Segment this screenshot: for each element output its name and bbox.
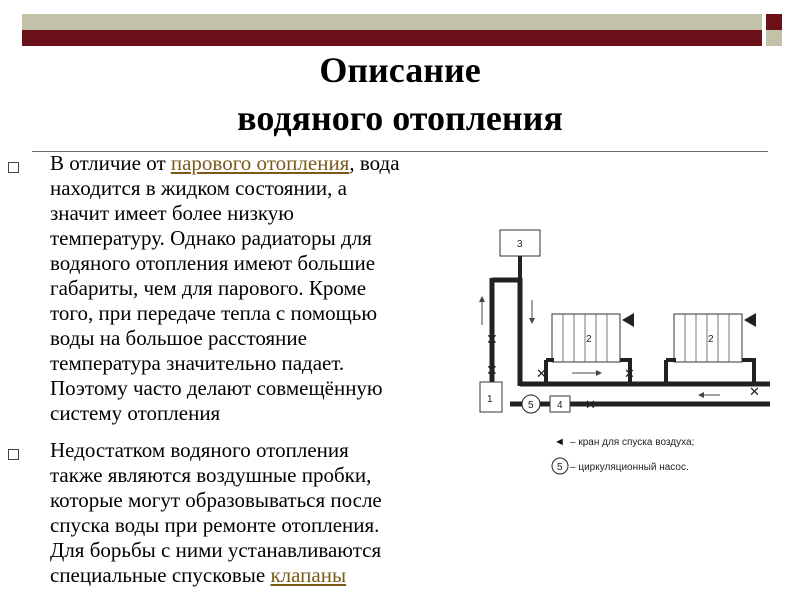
valve-x-icon: ✕ (585, 397, 596, 412)
arrow-up-icon (479, 296, 485, 302)
paragraph-1-text-end: , вода находится в жидком состоянии, а значит имеет более низкую температуру. Однако радиаторы для водяного отопления имеют большие габариты, чем для парового. Кроме того, при передаче тепла с помощью воды на большое расстояние температура значительно падает. Поэтому часто делают совмещённую систему отопления (50, 151, 400, 425)
arrow-right-icon (596, 370, 602, 376)
radiator-1-label: 2 (586, 334, 592, 345)
legend-valve-text: – кран для спуска воздуха; (570, 437, 695, 448)
radiator-2-label: 2 (708, 334, 714, 345)
paragraph-1-text-start: В отличие от (50, 151, 171, 175)
valve-x-icon: ✕ (624, 366, 635, 381)
title-line-1: Описание (319, 50, 481, 90)
top-band-dark (22, 30, 762, 46)
bullet-square-icon (8, 162, 19, 173)
legend-pump-text: – циркуляционный насос. (570, 462, 689, 473)
valve-x-icon: ✕ (749, 384, 760, 399)
top-band-olive (22, 14, 762, 30)
bullet-square-icon (8, 449, 19, 460)
valve-x-icon: ✕ (486, 362, 498, 378)
paragraph-1 (50, 151, 400, 426)
legend-valve-symbol: ◄ (554, 436, 565, 448)
corner-square-olive (766, 30, 782, 46)
slide-title (100, 46, 700, 142)
valve-x-icon: ✕ (536, 366, 547, 381)
legend-pump-symbol: 5 (557, 462, 563, 473)
tank-label: 3 (517, 239, 523, 250)
arrow-left-icon (698, 392, 704, 398)
pump-label: 5 (528, 400, 534, 411)
paragraph-2 (50, 438, 382, 588)
corner-square-dark (766, 14, 782, 30)
heating-system-diagram (470, 220, 770, 490)
boiler-label: 1 (487, 394, 493, 405)
title-line-2: водяного отопления (237, 98, 563, 138)
valve-x-icon: ✕ (486, 331, 498, 347)
paragraph-2-text: Недостатком водяного отопления также являются воздушные пробки, которые могут образовываться после спуска воды при ремонте отопления. Для борьбы с ними устанавливаются специальные спусковые (50, 438, 382, 587)
valves-link[interactable]: клапаны (270, 563, 347, 587)
air-release-valve-icon (622, 313, 634, 327)
steam-heating-link[interactable]: парового отопления (170, 151, 350, 175)
arrow-down-icon (529, 318, 535, 324)
valve-box-label: 4 (557, 400, 563, 411)
air-release-valve-icon (744, 313, 756, 327)
